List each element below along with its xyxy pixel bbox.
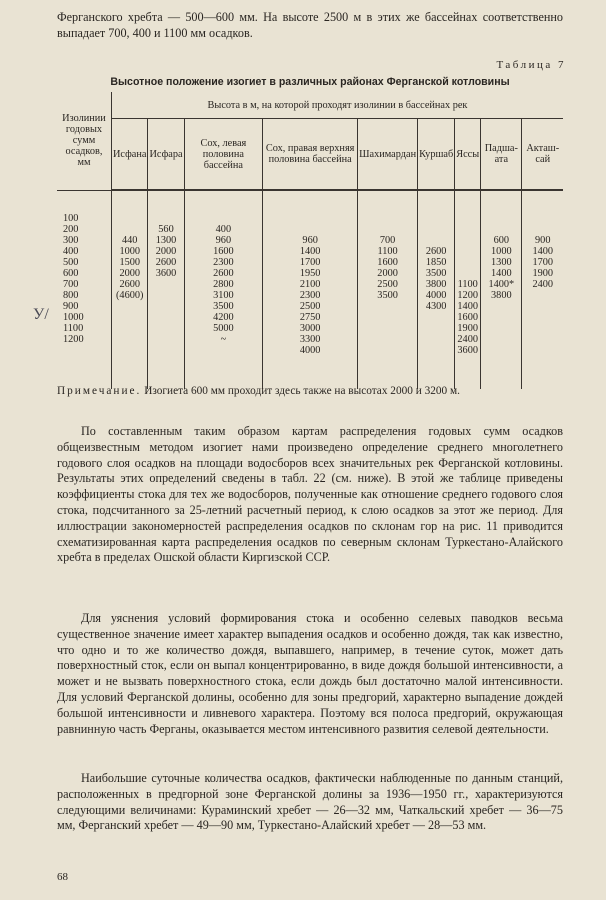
table-cell: [114, 224, 145, 235]
table-cell: 1900: [457, 323, 478, 334]
col-shakhimardan: Шахимардан: [358, 119, 418, 191]
col-isfara: Исфара: [148, 119, 184, 191]
table-cell: [457, 246, 478, 257]
col-kurshab: Куршаб: [418, 119, 455, 191]
table-cell: 2600: [425, 246, 447, 257]
table-cell: 3500: [213, 301, 234, 312]
table-cell: 2300: [299, 290, 321, 301]
col-isfana: Исфана: [112, 119, 148, 191]
table-cell: 1100: [63, 322, 84, 334]
yassy-values: [455, 190, 481, 389]
table-cell: 3500: [377, 290, 398, 301]
table-cell: 3800: [425, 279, 447, 290]
table-cell: 1600: [457, 312, 478, 323]
table-cell: 2000: [377, 268, 398, 279]
paragraph-3: Наибольшие суточные количества осадков, фактически наблюденные по данным станций, расположенных в предгорной зоне Ферганской долины за 1936—1950 гг., характеризуются следующими величинами: Кураминский хребет — 26—32 мм, Чаткальский хребет — 36—75 мм, Ферганский хребет — 49—90 мм, Туркестано-Алайский хребет — 28—53 мм.: [57, 771, 563, 833]
table-cell: 1500: [119, 257, 141, 268]
table-cell: 3100: [213, 290, 234, 301]
table-cell: 3500: [425, 268, 447, 279]
isfara-values: [148, 190, 184, 389]
table-cell: 5000: [213, 323, 234, 334]
table-cell: 1000: [119, 246, 141, 257]
table-cell: 3600: [457, 345, 478, 356]
table-cell: 1700: [532, 257, 554, 268]
table-cell: 400: [63, 245, 79, 257]
table-cell: 4000: [299, 345, 321, 356]
aktash-say-values: [522, 190, 563, 389]
table-cell: 1200: [457, 290, 478, 301]
table-cell: 1400*: [488, 279, 515, 290]
table-cell: 2400: [457, 334, 478, 345]
sokh-left-values: [184, 190, 263, 389]
table-cell: 4300: [425, 301, 447, 312]
table-cell: 1300: [155, 235, 177, 246]
table-cell: 1850: [425, 257, 447, 268]
table-cell: 1400: [532, 246, 554, 257]
col-padsha-ata: Падша-ата: [481, 119, 522, 191]
table-cell: 2600: [119, 279, 141, 290]
col-aktash-say: Акташ-сай: [522, 119, 563, 191]
table-cell: [420, 213, 452, 224]
table-cell: ~: [220, 334, 227, 345]
table-cell: [457, 235, 478, 246]
table-cell: 1200: [63, 333, 84, 345]
table-cell: 4200: [213, 312, 234, 323]
table-cell: 700: [379, 235, 396, 246]
handwritten-mark: У/: [33, 306, 49, 323]
table-cell: [457, 213, 478, 224]
table-cell: [457, 257, 478, 268]
table-cell: 1000: [491, 246, 512, 257]
table-cell: 900: [63, 300, 79, 312]
table-cell: [265, 224, 355, 235]
table-cell: 3600: [155, 268, 177, 279]
table-cell: 600: [493, 235, 510, 246]
table-cell: 1300: [491, 257, 512, 268]
table-cell: [150, 213, 181, 224]
table-cell: 700: [63, 278, 79, 290]
table-cell: 1400: [491, 268, 512, 279]
col-yassy: Ясcы: [455, 119, 481, 191]
table-cell: 1950: [299, 268, 321, 279]
table-cell: 2300: [213, 257, 234, 268]
table-cell: [457, 268, 478, 279]
table-cell: 2000: [119, 268, 141, 279]
page-number: 68: [57, 871, 68, 883]
table-cell: [483, 224, 519, 235]
table-cell: 1400: [299, 246, 321, 257]
table-cell: 1900: [532, 268, 554, 279]
table-cell: 2500: [377, 279, 398, 290]
table-cell: [360, 213, 415, 224]
table-cell: 200: [63, 223, 79, 235]
table-cell: 1100: [377, 246, 398, 257]
intro-paragraph: Ферганского хребта — 500—600 мм. На высоте 2500 м в этих же бассейнах соответственно выпадает 700, 400 и 1100 мм осадков.: [57, 10, 563, 40]
table-cell: 960: [302, 235, 318, 246]
paragraph-2: Для уяснения условий формирования стока и особенно селевых паводков весьма существенное значение имеет характер выпадения осадков и особенно дождя, так как известно, что одно и то же количество дождя, выпавшего, например, в течение суток, может дать поверхностный сток, если он выпал концентрированно, в виде дождя большой интенсивности, а может и не вызвать поверхностного стока, если дождь был достаточно малой интенсивности. Для условий Ферганской долины, особенно для зоны предгорий, характерно выпадение дождей большой интенсивности и ливневого характера. Поэтому вся полоса предгорий, окружающая равнинную часть Ферганы, оказывается местом интенсивного развития селевой деятельности.: [57, 611, 563, 736]
shakhimardan-values: [358, 190, 418, 389]
table-cell: 300: [63, 234, 79, 246]
table-cell: 900: [535, 235, 551, 246]
table-cell: 560: [158, 224, 174, 235]
isohyet-table: [57, 92, 563, 389]
table-cell: [524, 213, 561, 224]
table-cell: 2600: [213, 268, 234, 279]
paragraph-1: По составленным таким образом картам распределения годовых сумм осадков общеизвестным методом изогиет нами произведено определение среднего многолетнего годового слоя осадков на площади водосборов всех значительных рек Ферганской котловины. Результаты этих определений сведены в табл. 22 (см. ниже). В этой же таблице приведены коэффициенты стока для тех же водосборов, полученные как отношение среднего годового слоя стока, подсчитанного за 25-летний расчетный период, к слою осадков за этот же период. Для иллюстрации закономерностей распределения осадков по склонам гор на рис. 11 приводится схематизированная карта распределения осадков по северным склонам Туркестано-Алайского хребта в пределах Ошской области Киргизской ССР.: [57, 424, 563, 565]
table-cell: 600: [63, 267, 79, 279]
sokh-right-values: [263, 190, 358, 389]
table-cell: 440: [122, 235, 138, 246]
table-cell: 2100: [299, 279, 321, 290]
table-cell: [483, 213, 519, 224]
table-cell: [524, 224, 561, 235]
table-title: Высотное положение изогиет в различных районах Ферганской котловины: [110, 76, 510, 88]
table-cell: [420, 224, 452, 235]
table-cell: 1700: [299, 257, 321, 268]
table-cell: [360, 224, 415, 235]
table-cell: 4000: [425, 290, 447, 301]
isfana-values: [112, 190, 148, 389]
col-sokh-left: Сох, левая половина бассейна: [184, 119, 263, 191]
table-cell: 100: [63, 212, 79, 224]
table-cell: 2600: [155, 257, 177, 268]
table-cell: 3300: [299, 334, 321, 345]
table-cell: 1400: [457, 301, 478, 312]
group-header: Высота в м, на которой проходят изолинии в бассейнах рек: [112, 92, 564, 119]
table-cell: [114, 213, 145, 224]
table-cell: 2500: [299, 301, 321, 312]
table-cell: [265, 213, 355, 224]
kurshab-values: [418, 190, 455, 389]
table-cell: 1100: [457, 279, 478, 290]
table-cell: 500: [63, 256, 79, 268]
table-cell: 2800: [213, 279, 234, 290]
padsha-ata-values: [481, 190, 522, 389]
note-text: Изогиета 600 мм проходит здесь также на высотах 2000 и 3200 м.: [144, 385, 460, 397]
table-cell: 400: [215, 224, 232, 235]
table-cell: (4600): [116, 290, 144, 301]
table-cell: 3000: [299, 323, 321, 334]
table-cell: 2750: [299, 312, 321, 323]
isoline-header: Изолинии годовых сумм осадков, мм: [57, 92, 112, 190]
table-cell: 2400: [532, 279, 554, 290]
table-cell: 2000: [155, 246, 177, 257]
note-label: Примечание.: [57, 385, 142, 397]
table-cell: 800: [63, 289, 79, 301]
table-note: [57, 384, 563, 398]
table-cell: 1600: [377, 257, 398, 268]
table-cell: 3800: [491, 290, 512, 301]
table-cell: [457, 224, 478, 235]
table-number: Таблица 7: [496, 59, 566, 71]
table-cell: 1000: [63, 311, 84, 323]
table-cell: 1600: [213, 246, 234, 257]
col-sokh-right: Сох, правая верхняя половина бассейна: [263, 119, 358, 191]
table-cell: [187, 213, 261, 224]
isoline-values: [57, 190, 112, 389]
table-cell: [420, 235, 452, 246]
table-cell: 960: [215, 235, 232, 246]
